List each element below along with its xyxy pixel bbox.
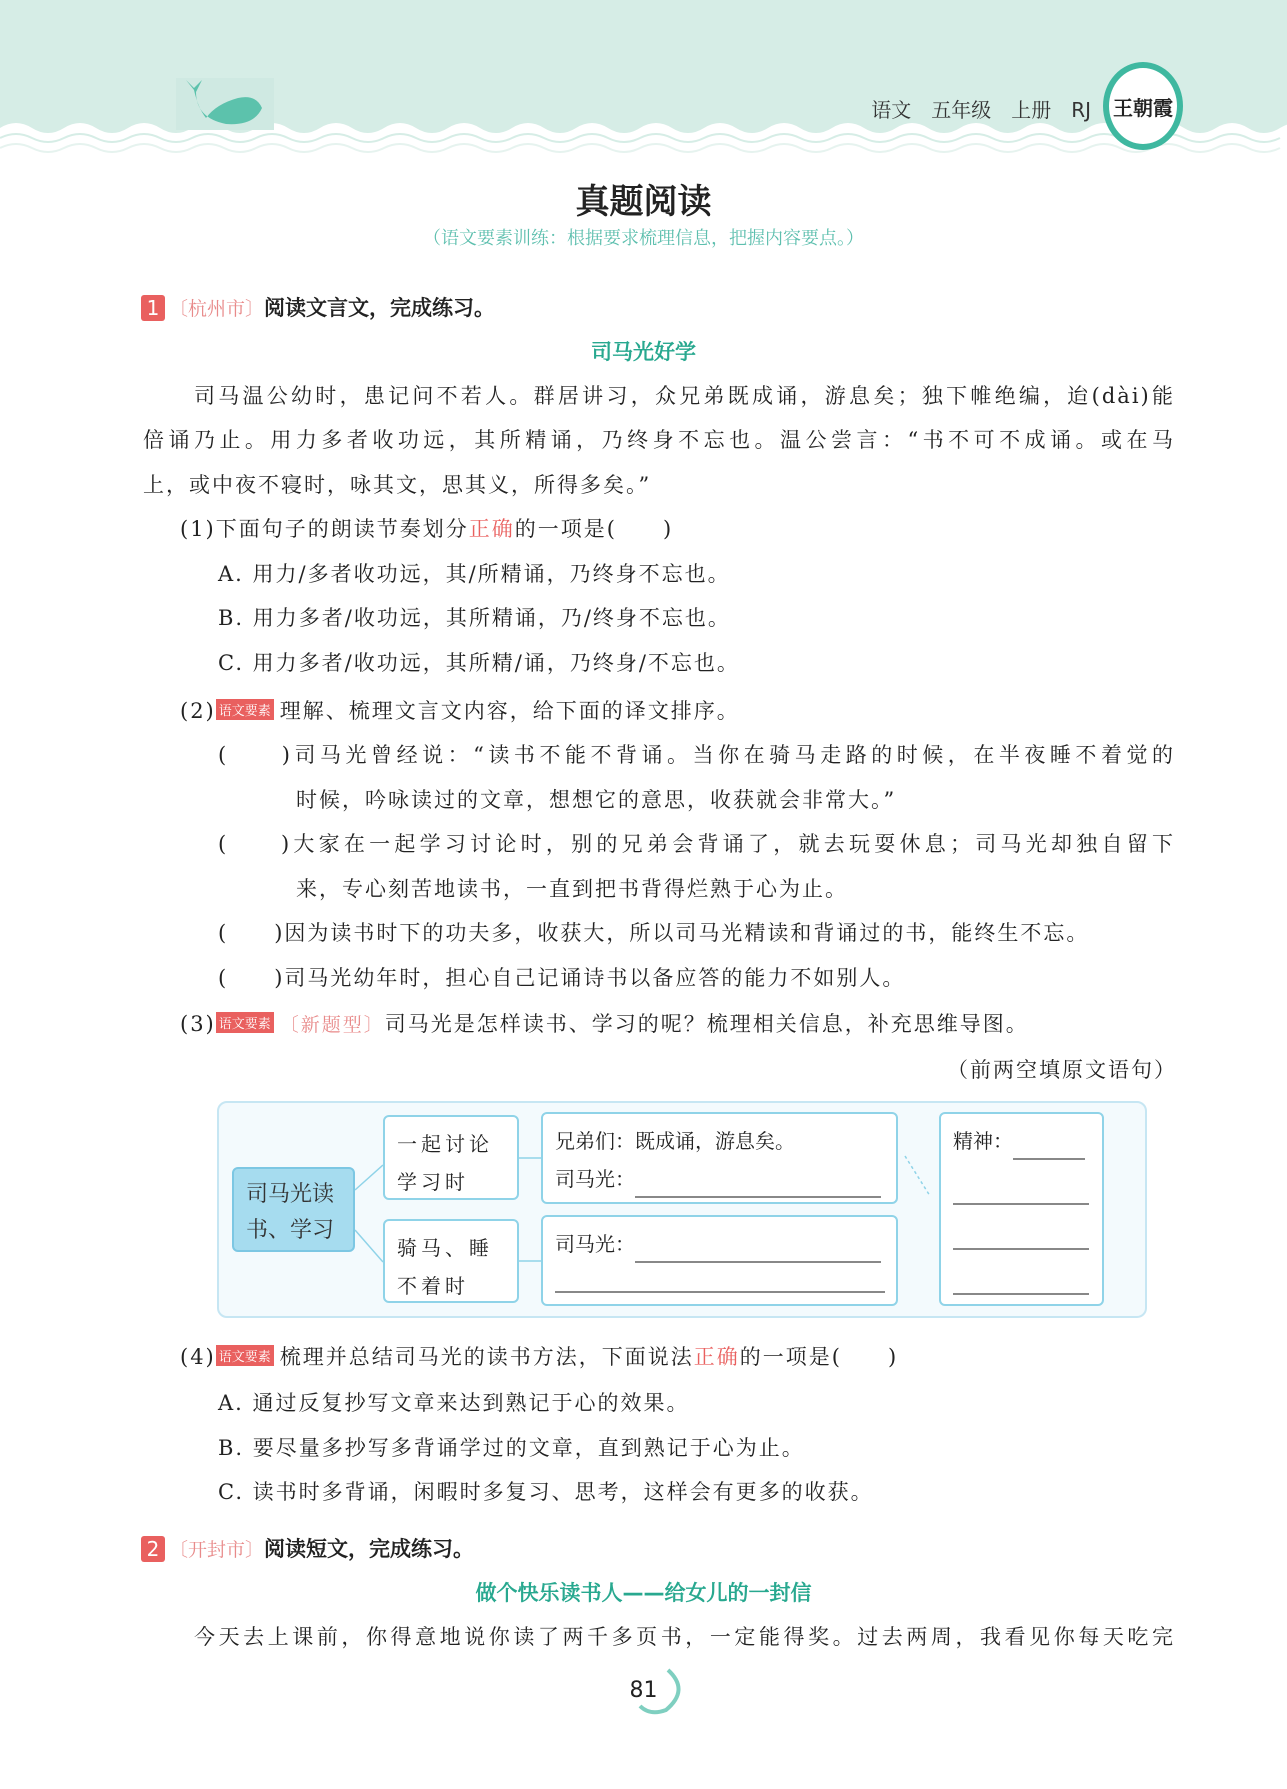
element-tag: 语文要素 [216, 1012, 274, 1033]
passage-line: 司马温公幼时，患记问不若人。群居讲习，众兄弟既成诵，游息矣；独下帷绝编，迨(dài)能 [194, 384, 1175, 408]
q-text: (3) [180, 1012, 216, 1036]
passage-title: 司马光好学 [591, 340, 696, 364]
mind-map-detail-1 [541, 1112, 898, 1204]
order-item-cont: 来，专心刻苦地读书，一直到把书背得烂熟于心为止。 [296, 877, 848, 901]
question-source: 〔新题型〕 [279, 1014, 385, 1036]
volume-label: 上册 [1011, 98, 1052, 122]
question-instruction: 阅读短文，完成练习。 [264, 1537, 475, 1561]
mind-map-branch-1: 一起讨论学习时 [383, 1115, 519, 1200]
q-text: 理解、梳理文言文内容，给下面的译文排序。 [279, 699, 740, 723]
answer-blank[interactable] [635, 1196, 881, 1198]
option-c: C. 用力多者/收功远，其所精/诵，乃终身/不忘也。 [218, 651, 740, 675]
option-b: B. 要尽量多抄写多背诵学过的文章，直到熟记于心为止。 [218, 1436, 805, 1460]
element-tag: 语文要素 [216, 1345, 274, 1366]
q-emphasis: 正确 [693, 1345, 740, 1369]
grade-label: 五年级 [931, 98, 992, 122]
question-source: 〔杭州市〕 [169, 298, 265, 320]
answer-blank[interactable] [953, 1205, 1089, 1250]
sub-question-4 [180, 1341, 898, 1371]
answer-blank[interactable] [953, 1160, 1089, 1205]
q-text: 梳理并总结司马光的读书方法，下面说法 [279, 1345, 694, 1369]
question-source: 〔开封市〕 [169, 1539, 265, 1561]
q-text: (1)下面句子的朗读节奏划分 [180, 517, 469, 541]
q-text: (2) [180, 699, 216, 723]
answer-blank[interactable] [555, 1263, 885, 1293]
order-item: ( )司马光曾经说：“读书不能不背诵。当你在骑马走路的时候，在半夜睡不着觉的 [218, 743, 1175, 767]
question-number: 2 [141, 1536, 165, 1562]
mind-map-branch-2: 骑马、睡不着时 [383, 1219, 519, 1303]
subject-label: 语文 [871, 98, 912, 122]
q-text: 的一项是( ) [514, 517, 674, 541]
passage-line: 上，或中夜不寝时，咏其文，思其义，所得多矣。” [143, 473, 652, 497]
page-number: 81 [629, 1678, 658, 1703]
option-b: B. 用力多者/收功远，其所精诵，乃/终身不忘也。 [218, 606, 731, 630]
passage-line: 倍诵乃止。用力多者收功远，其所精诵，乃终身不忘也。温公尝言：“书不可不成诵。或在马 [143, 428, 1175, 452]
order-item-cont: 时候，吟咏读过的文章，想想它的意思，收获就会非常大。” [296, 788, 897, 812]
detail-label: 司马光： [555, 1167, 635, 1191]
answer-blank[interactable] [635, 1261, 881, 1263]
option-a: A. 通过反复抄写文章来达到熟记于心的效果。 [218, 1391, 690, 1415]
passage-title: 做个快乐读书人——给女儿的一封信 [475, 1581, 812, 1605]
mind-map-detail-2 [541, 1215, 898, 1306]
page-subtitle: （语文要素训练：根据要求梳理信息，把握内容要点。） [423, 228, 864, 249]
mind-map-spirit [939, 1112, 1104, 1306]
brand-text: 王朝霞 [1113, 95, 1173, 120]
order-item: ( )大家在一起学习讨论时，别的兄弟会背诵了，就去玩耍休息；司马光却独自留下 [218, 832, 1175, 856]
answer-blank[interactable] [1013, 1158, 1085, 1160]
answer-blank[interactable] [953, 1250, 1089, 1295]
order-item: ( )因为读书时下的功夫多，收获大，所以司马光精读和背诵过的书，能终生不忘。 [218, 921, 1090, 945]
q-emphasis: 正确 [468, 517, 515, 541]
edition-label: RJ [1071, 98, 1091, 122]
passage-line: 今天去上课前，你得意地说你读了两千多页书，一定能得奖。过去两周，我看见你每天吃完 [194, 1625, 1175, 1649]
option-c: C. 读书时多背诵，闲暇时多复习、思考，这样会有更多的收获。 [218, 1480, 874, 1504]
question-instruction: 阅读文言文，完成练习。 [264, 296, 496, 320]
page-title: 真题阅读 [575, 182, 712, 222]
order-item: ( )司马光幼年时，担心自己记诵诗书以备应答的能力不如别人。 [218, 966, 906, 990]
detail-label: 司马光： [555, 1232, 635, 1256]
q-text: 司马光是怎样读书、学习的呢？梳理相关信息，补充思维导图。 [384, 1012, 1029, 1036]
q-text: (4) [180, 1345, 216, 1369]
q-text: 的一项是( ) [739, 1345, 899, 1369]
detail-text: 兄弟们：既成诵，游息矣。 [555, 1129, 795, 1153]
question-2-heading [141, 1533, 474, 1563]
element-tag: 语文要素 [216, 699, 274, 720]
fill-note: （前两空填原文语句） [947, 1058, 1177, 1082]
question-number: 1 [141, 295, 165, 321]
spirit-label: 精神： [953, 1129, 1013, 1153]
mind-map-center: 司马光读书、学习 [232, 1167, 355, 1252]
option-a: A. 用力/多者收功远，其/所精诵，乃终身不忘也。 [218, 562, 731, 586]
